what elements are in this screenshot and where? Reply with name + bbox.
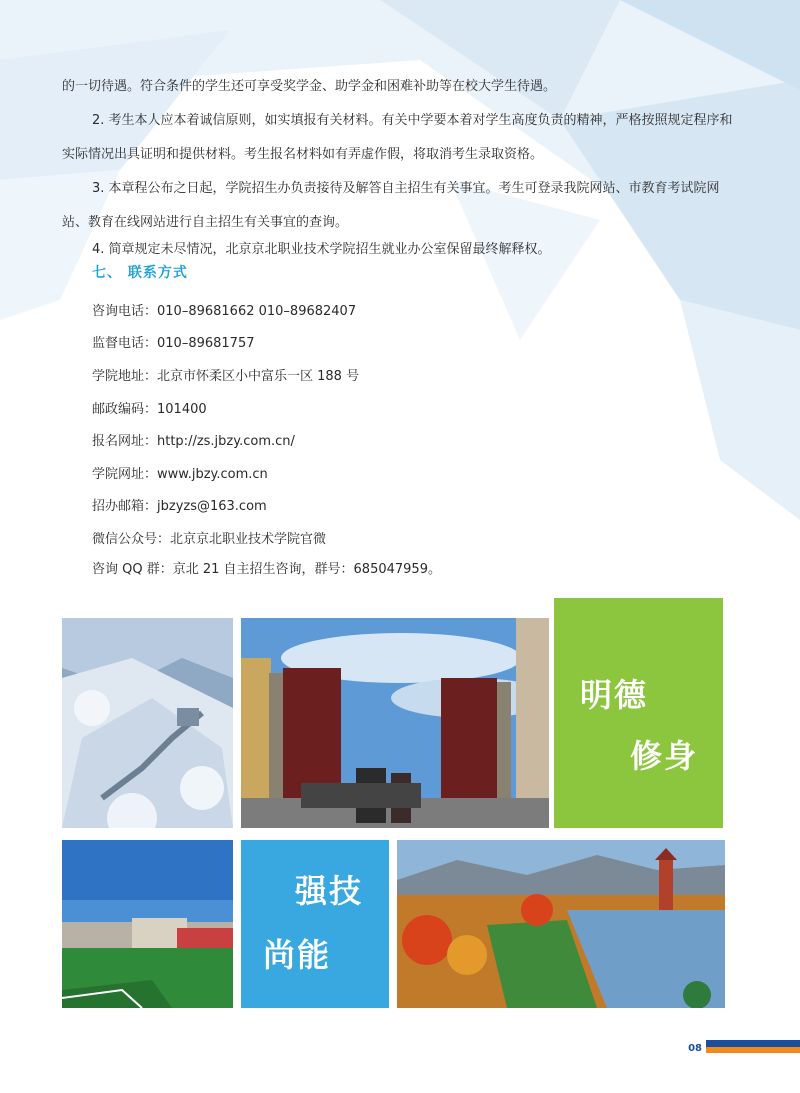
tile-mingde-xiushen bbox=[554, 598, 723, 828]
tile-green-line2: 修身 bbox=[630, 737, 699, 775]
paragraph-benefits: 的一切待遇。符合条件的学生还可享受奖学金、助学金和困难补助等在校大学生待遇。 bbox=[62, 79, 557, 94]
contact-postcode: 邮政编码：101400 bbox=[92, 402, 207, 417]
paragraph-enquiry: 3. 本章程公布之日起，学院招生办负责接待及解答自主招生有关事宜。考生可登录我院网站、市教育考试院网 bbox=[92, 181, 720, 196]
photo-sports-field bbox=[62, 840, 233, 1008]
contact-qq-group: 咨询 QQ 群：京北 21 自主招生咨询，群号：685047959。 bbox=[92, 562, 441, 577]
paragraph-final-interpretation: 4. 简章规定未尽情况，北京京北职业技术学院招生就业办公室保留最终解释权。 bbox=[92, 242, 551, 257]
paragraph-integrity: 2. 考生本人应本着诚信原则，如实填报有关材料。有关中学要本着对学生高度负责的精神，严格按照规定程序和 bbox=[92, 113, 733, 128]
contact-address: 学院地址：北京市怀柔区小中富乐一区 188 号 bbox=[92, 369, 360, 384]
contact-supervise-phone: 监督电话：010–89681757 bbox=[92, 336, 255, 351]
contact-wechat: 微信公众号：北京京北职业技术学院官微 bbox=[92, 532, 327, 547]
tile-green-line1: 明德 bbox=[580, 676, 649, 714]
tile-blue-line1: 强技 bbox=[295, 872, 364, 910]
tile-blue-line2: 尚能 bbox=[263, 936, 332, 974]
contact-college-url[interactable]: 学院网址：www.jbzy.com.cn bbox=[92, 467, 268, 482]
tile-qiangji-shangneng bbox=[241, 840, 389, 1008]
contact-email[interactable]: 招办邮箱：jbzyzs@163.com bbox=[92, 499, 267, 514]
paragraph-enquiry-cont: 站、教育在线网站进行自主招生有关事宜的查询。 bbox=[62, 215, 349, 230]
photo-campus-gate bbox=[241, 618, 549, 828]
paragraph-integrity-cont: 实际情况出具证明和提供材料。考生报名材料如有弄虚作假，将取消考生录取资格。 bbox=[62, 147, 544, 162]
contact-phone: 咨询电话：010–89681662 010–89682407 bbox=[92, 304, 357, 319]
contact-signup-url[interactable]: 报名网址：http://zs.jbzy.com.cn/ bbox=[92, 434, 295, 449]
contact-heading: 七、 联系方式 bbox=[92, 265, 188, 281]
footer-bar-blue bbox=[706, 1040, 800, 1047]
photo-snowy-great-wall bbox=[62, 618, 233, 828]
page-number: 08 bbox=[688, 1043, 702, 1054]
footer-bar-orange bbox=[706, 1047, 800, 1053]
photo-autumn-lake-pagoda bbox=[397, 840, 725, 1008]
